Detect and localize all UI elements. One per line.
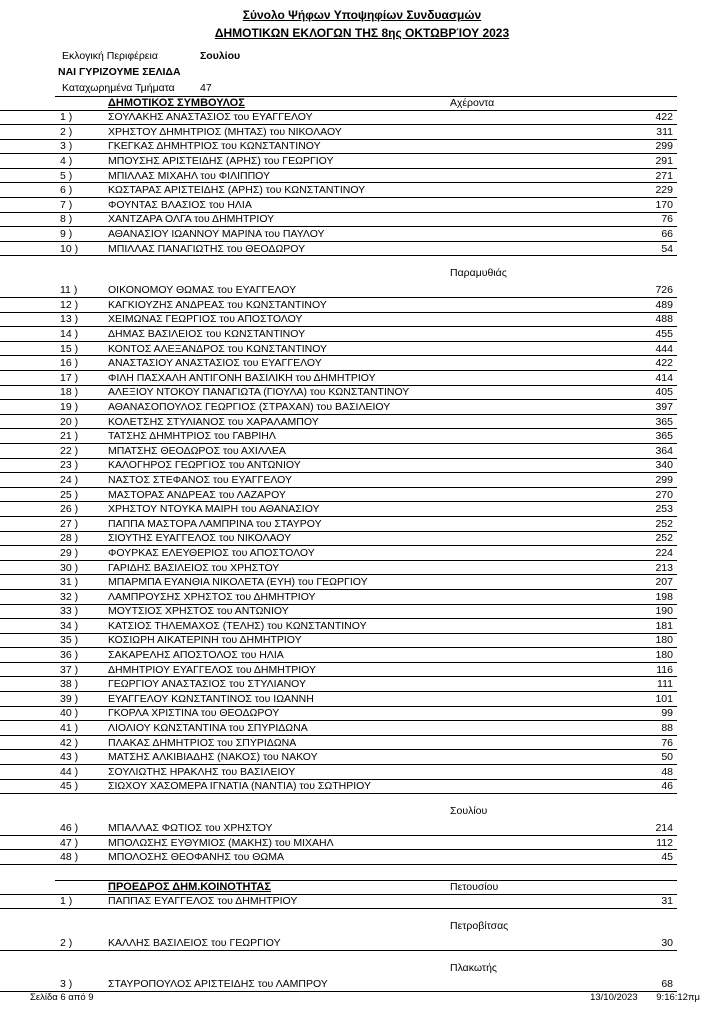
candidate-number: 38 ) bbox=[60, 678, 79, 691]
candidate-row bbox=[0, 242, 677, 257]
registered-sections-label: Καταχωρημένα Τμήματα bbox=[62, 82, 175, 94]
candidate-name: ΕΥΑΓΓΕΛΟΥ ΚΩΝΣΤΑΝΤΙΝΟΣ του ΙΩΑΝΝΗ bbox=[108, 692, 314, 705]
candidate-name: ΚΟΣΙΩΡΗ ΑΙΚΑΤΕΡΙΝΗ του ΔΗΜΗΤΡΙΟΥ bbox=[108, 634, 302, 647]
page-footer bbox=[0, 992, 724, 1003]
vote-count: 68 bbox=[661, 978, 673, 991]
candidate-name: ΑΝΑΣΤΑΣΙΟΥ ΑΝΑΣΤΑΣΙΟΣ του ΕΥΑΓΓΕΛΟΥ bbox=[108, 357, 322, 370]
vote-count: 48 bbox=[661, 765, 673, 778]
candidate-row bbox=[0, 750, 677, 765]
candidate-row bbox=[0, 721, 677, 736]
candidate-name: ΣΑΚΑΡΕΛΗΣ ΑΠΟΣΤΟΛΟΣ του ΗΛΙΑ bbox=[108, 649, 284, 662]
candidate-number: 22 ) bbox=[60, 444, 79, 457]
candidate-row bbox=[0, 283, 677, 298]
vote-count: 365 bbox=[655, 415, 673, 428]
vote-count: 207 bbox=[655, 576, 673, 589]
candidate-row bbox=[0, 517, 677, 532]
vote-count: 224 bbox=[655, 546, 673, 559]
candidate-number: 16 ) bbox=[60, 357, 79, 370]
candidate-number: 12 ) bbox=[60, 298, 79, 311]
candidate-name: ΑΘΑΝΑΣΙΟΥ ΙΩΑΝΝΟΥ ΜΑΡΙΝΑ του ΠΑΥΛΟΥ bbox=[108, 228, 325, 241]
candidate-row bbox=[0, 605, 677, 620]
candidate-row bbox=[0, 850, 677, 865]
vote-count: 76 bbox=[661, 213, 673, 226]
vote-count: 455 bbox=[655, 328, 673, 341]
candidate-row bbox=[0, 648, 677, 663]
candidate-number: 30 ) bbox=[60, 561, 79, 574]
vote-count: 180 bbox=[655, 649, 673, 662]
candidate-row bbox=[0, 154, 677, 169]
section-header-row bbox=[0, 96, 677, 111]
vote-count: 252 bbox=[655, 532, 673, 545]
vote-count: 271 bbox=[655, 169, 673, 182]
candidate-number: 29 ) bbox=[60, 546, 79, 559]
candidate-row bbox=[0, 936, 677, 951]
candidate-number: 26 ) bbox=[60, 503, 79, 516]
vote-count: 116 bbox=[656, 663, 673, 676]
vote-count: 444 bbox=[655, 342, 673, 355]
section-header-row bbox=[0, 880, 677, 895]
report-meta bbox=[0, 48, 724, 96]
candidate-name: ΚΟΝΤΟΣ ΑΛΕΞΑΝΔΡΟΣ του ΚΩΝΣΤΑΝΤΙΝΟΥ bbox=[108, 342, 328, 355]
vote-count: 88 bbox=[661, 722, 673, 735]
candidate-number: 39 ) bbox=[60, 692, 79, 705]
candidate-row bbox=[0, 502, 677, 517]
candidate-number: 28 ) bbox=[60, 532, 79, 545]
candidate-number: 36 ) bbox=[60, 649, 79, 662]
candidate-name: ΓΚΕΓΚΑΣ ΔΗΜΗΤΡΙΟΣ του ΚΩΝΣΤΑΝΤΙΝΟΥ bbox=[108, 140, 321, 153]
candidate-number: 47 ) bbox=[60, 836, 79, 849]
candidate-number: 11 ) bbox=[60, 284, 78, 297]
candidate-row bbox=[0, 313, 677, 328]
candidate-number: 17 ) bbox=[60, 371, 79, 384]
candidate-number: 6 ) bbox=[60, 184, 73, 197]
candidate-name: ΜΠΟΛΩΣΗΣ ΕΥΘΥΜΙΟΣ (ΜΑΚΗΣ) του ΜΙΧΑΗΛ bbox=[108, 836, 334, 849]
vote-count: 414 bbox=[655, 371, 673, 384]
candidate-number: 15 ) bbox=[60, 342, 79, 355]
candidate-row bbox=[0, 386, 677, 401]
candidate-number: 19 ) bbox=[60, 400, 79, 413]
candidate-number: 46 ) bbox=[60, 822, 79, 835]
vote-count: 170 bbox=[655, 198, 673, 211]
candidate-row bbox=[0, 619, 677, 634]
electoral-district-value: Σουλίου bbox=[200, 50, 241, 62]
vote-count: 291 bbox=[655, 155, 673, 168]
candidate-row bbox=[0, 213, 677, 228]
candidate-name: ΤΑΤΣΗΣ ΔΗΜΗΤΡΙΟΣ του ΓΑΒΡΙΗΛ bbox=[108, 430, 276, 443]
vote-count: 213 bbox=[655, 561, 673, 574]
candidate-name: ΟΙΚΟΝΟΜΟΥ ΘΩΜΑΣ του ΕΥΑΓΓΕΛΟΥ bbox=[108, 284, 297, 297]
document-subtitle: ΔΗΜΟΤΙΚΩΝ ΕΚΛΟΓΩΝ ΤΗΣ 8ης ΟΚΤΩΒΡΊΟΥ 2023 bbox=[214, 26, 510, 40]
candidate-name: ΔΗΜΑΣ ΒΑΣΙΛΕΙΟΣ του ΚΩΝΣΤΑΝΤΙΝΟΥ bbox=[108, 328, 306, 341]
candidate-number: 43 ) bbox=[60, 751, 79, 764]
vote-count: 397 bbox=[655, 400, 673, 413]
vote-count: 181 bbox=[655, 619, 673, 632]
candidate-number: 37 ) bbox=[60, 663, 79, 676]
candidate-row bbox=[0, 111, 677, 126]
registered-sections-row bbox=[0, 80, 724, 96]
candidate-number: 8 ) bbox=[60, 213, 73, 226]
candidate-number: 48 ) bbox=[60, 851, 79, 864]
candidate-row bbox=[0, 590, 677, 605]
vote-count: 214 bbox=[655, 822, 673, 835]
candidate-name: ΠΛΑΚΑΣ ΔΗΜΗΤΡΙΟΣ του ΣΠΥΡΙΔΩΝΑ bbox=[108, 736, 297, 749]
vote-count: 422 bbox=[655, 111, 673, 124]
candidate-row bbox=[0, 459, 677, 474]
candidate-name: ΛΙΟΛΙΟΥ ΚΩΝΣΤΑΝΤΙΝΑ του ΣΠΥΡΙΔΩΝΑ bbox=[108, 722, 308, 735]
registered-sections-value: 47 bbox=[200, 82, 212, 94]
party-name: ΝΑΙ ΓΥΡΙΖΟΥΜΕ ΣΕΛΙΔΑ bbox=[58, 66, 181, 78]
results-table bbox=[0, 96, 677, 992]
candidate-name: ΚΩΣΤΑΡΑΣ ΑΡΙΣΤΕΙΔΗΣ (ΑΡΗΣ) του ΚΩΝΣΤΑΝΤΙΝΟΥ bbox=[108, 184, 366, 197]
candidate-name: ΑΘΑΝΑΣΟΠΟΥΛΟΣ ΓΕΩΡΓΙΟΣ (ΣΤΡΑΧΑΝ) του ΒΑΣΙΛΕΙΟΥ bbox=[108, 400, 391, 413]
vote-count: 54 bbox=[661, 242, 673, 255]
candidate-name: ΠΑΠΠΑΣ ΕΥΑΓΓΕΛΟΣ του ΔΗΜΗΤΡΙΟΥ bbox=[108, 895, 298, 908]
candidate-name: ΚΑΛΛΗΣ ΒΑΣΙΛΕΙΟΣ του ΓΕΩΡΓΙΟΥ bbox=[108, 936, 281, 949]
candidate-number: 10 ) bbox=[60, 242, 79, 255]
candidate-row bbox=[0, 140, 677, 155]
candidate-name: ΜΠΙΛΛΑΣ ΠΑΝΑΓΙΩΤΗΣ του ΘΕΟΔΩΡΟΥ bbox=[108, 242, 306, 255]
candidate-name: ΣΙΟΥΤΗΣ ΕΥΑΓΓΕΛΟΣ του ΝΙΚΟΛΑΟΥ bbox=[108, 532, 292, 545]
candidate-number: 1 ) bbox=[60, 895, 73, 908]
candidate-number: 23 ) bbox=[60, 459, 79, 472]
candidate-number: 44 ) bbox=[60, 765, 79, 778]
office-title: ΔΗΜΟΤΙΚΟΣ ΣΥΜΒΟΥΛΟΣ bbox=[108, 96, 245, 109]
candidate-name: ΛΑΜΠΡΟΥΣΗΣ ΧΡΗΣΤΟΣ του ΔΗΜΗΤΡΙΟΥ bbox=[108, 590, 316, 603]
candidate-name: ΜΠΟΛΟΣΗΣ ΘΕΟΦΑΝΗΣ του ΘΩΜΑ bbox=[108, 851, 285, 864]
candidate-name: ΓΑΡΙΔΗΣ ΒΑΣΙΛΕΙΟΣ του ΧΡΗΣΤΟΥ bbox=[108, 561, 280, 574]
document-title: Σύνολο Ψήφων Υποψηφίων Συνδυασμών bbox=[242, 8, 482, 22]
candidate-number: 33 ) bbox=[60, 605, 79, 618]
candidate-number: 31 ) bbox=[60, 576, 79, 589]
candidate-row bbox=[0, 400, 677, 415]
candidate-number: 27 ) bbox=[60, 517, 79, 530]
candidate-row bbox=[0, 169, 677, 184]
candidate-name: ΣΙΩΧΟΥ ΧΑΣΟΜΕΡΑ ΙΓΝΑΤΙΑ (ΝΑΝΤΙΑ) του ΣΩΤΗΡΙΟΥ bbox=[108, 780, 371, 793]
section-gap bbox=[0, 865, 677, 880]
candidate-name: ΠΑΠΠΑ ΜΑΣΤΟΡΑ ΛΑΜΠΡΙΝΑ του ΣΤΑΥΡΟΥ bbox=[108, 517, 322, 530]
candidate-number: 18 ) bbox=[60, 386, 79, 399]
vote-count: 252 bbox=[655, 517, 673, 530]
candidate-row bbox=[0, 736, 677, 751]
vote-count: 311 bbox=[656, 125, 673, 138]
candidate-name: ΦΟΥΡΚΑΣ ΕΛΕΥΘΕΡΙΟΣ του ΑΠΟΣΤΟΛΟΥ bbox=[108, 546, 315, 559]
candidate-number: 2 ) bbox=[60, 125, 73, 138]
vote-count: 365 bbox=[655, 430, 673, 443]
candidate-number: 35 ) bbox=[60, 634, 79, 647]
candidate-name: ΔΗΜΗΤΡΙΟΥ ΕΥΑΓΓΕΛΟΣ του ΔΗΜΗΤΡΙΟΥ bbox=[108, 663, 317, 676]
candidate-name: ΧΡΗΣΤΟΥ ΝΤΟΥΚΑ ΜΑΙΡΗ του ΑΘΑΝΑΣΙΟΥ bbox=[108, 503, 320, 516]
page-indicator: Σελίδα 6 από 9 bbox=[30, 992, 94, 1003]
vote-count: 340 bbox=[655, 459, 673, 472]
candidate-number: 42 ) bbox=[60, 736, 79, 749]
candidate-row bbox=[0, 663, 677, 678]
vote-count: 364 bbox=[655, 444, 673, 457]
candidate-number: 24 ) bbox=[60, 473, 79, 486]
candidate-number: 21 ) bbox=[60, 430, 79, 443]
candidate-name: ΦΟΥΝΤΑΣ ΒΛΑΣΙΟΣ του ΗΛΙΑ bbox=[108, 198, 252, 211]
candidate-row bbox=[0, 765, 677, 780]
candidate-name: ΜΠΑΡΜΠΑ ΕΥΑΝΘΙΑ ΝΙΚΟΛΕΤΑ (ΕΥΗ) του ΓΕΩΡΓΙΟΥ bbox=[108, 576, 368, 589]
vote-count: 299 bbox=[655, 473, 673, 486]
candidate-row bbox=[0, 183, 677, 198]
candidate-name: ΜΠΟΥΣΗΣ ΑΡΙΣΤΕΙΔΗΣ (ΑΡΗΣ) του ΓΕΩΡΓΙΟΥ bbox=[108, 155, 334, 168]
candidate-name: ΜΠΙΛΛΑΣ ΜΙΧΑΗΛ του ΦΙΛΙΠΠΟΥ bbox=[108, 169, 271, 182]
candidate-number: 25 ) bbox=[60, 488, 79, 501]
footer-datetime bbox=[590, 992, 700, 1003]
candidate-number: 13 ) bbox=[60, 313, 79, 326]
candidate-row bbox=[0, 780, 677, 795]
candidate-row bbox=[0, 836, 677, 851]
vote-count: 101 bbox=[655, 692, 673, 705]
region-label: Πετουσίου bbox=[450, 880, 499, 893]
candidate-name: ΜΟΥΤΣΙΟΣ ΧΡΗΣΤΟΣ του ΑΝΤΩΝΙΟΥ bbox=[108, 605, 289, 618]
vote-count: 299 bbox=[655, 140, 673, 153]
candidate-row bbox=[0, 198, 677, 213]
candidate-name: ΚΑΤΣΙΟΣ ΤΗΛΕΜΑΧΟΣ (ΤΕΛΗΣ) του ΚΩΝΣΤΑΝΤΙΝΟΥ bbox=[108, 619, 367, 632]
candidate-number: 34 ) bbox=[60, 619, 79, 632]
candidate-row bbox=[0, 895, 677, 910]
region-label-row bbox=[0, 256, 677, 283]
document-header bbox=[0, 0, 724, 40]
candidate-row bbox=[0, 707, 677, 722]
candidate-number: 5 ) bbox=[60, 169, 73, 182]
vote-count: 112 bbox=[656, 836, 673, 849]
candidate-row bbox=[0, 692, 677, 707]
region-label: Αχέροντα bbox=[450, 96, 495, 109]
print-date: 13/10/2023 bbox=[590, 992, 638, 1003]
candidate-row bbox=[0, 561, 677, 576]
vote-count: 99 bbox=[661, 707, 673, 720]
candidate-name: ΚΑΛΟΓΗΡΟΣ ΓΕΩΡΓΙΟΣ του ΑΝΤΩΝΙΟΥ bbox=[108, 459, 301, 472]
vote-count: 76 bbox=[661, 736, 673, 749]
print-time: 9:16:12πμ bbox=[656, 992, 700, 1003]
candidate-number: 32 ) bbox=[60, 590, 79, 603]
candidate-name: ΑΛΕΞΙΟΥ ΝΤΟΚΟΥ ΠΑΝΑΓΙΩΤΑ (ΓΙΟΥΛΑ) του ΚΩΝΣΤΑΝΤΙΝΟΥ bbox=[108, 386, 410, 399]
candidate-name: ΜΑΤΣΗΣ ΑΛΚΙΒΙΑΔΗΣ (ΝΑΚΟΣ) του ΝΑΚΟΥ bbox=[108, 751, 318, 764]
candidate-number: 14 ) bbox=[60, 328, 79, 341]
candidate-name: ΧΕΙΜΩΝΑΣ ΓΕΩΡΓΙΟΣ του ΑΠΟΣΤΟΛΟΥ bbox=[108, 313, 303, 326]
candidate-name: ΝΑΣΤΟΣ ΣΤΕΦΑΝΟΣ του ΕΥΑΓΓΕΛΟΥ bbox=[108, 473, 292, 486]
region-label: Σουλίου bbox=[450, 805, 488, 818]
candidate-name: ΓΕΩΡΓΙΟΥ ΑΝΑΣΤΑΣΙΟΣ του ΣΤΥΛΙΑΝΟΥ bbox=[108, 678, 306, 691]
candidate-row bbox=[0, 429, 677, 444]
candidate-row bbox=[0, 298, 677, 313]
candidate-number: 20 ) bbox=[60, 415, 79, 428]
electoral-district-label: Εκλογική Περιφέρεια bbox=[62, 50, 158, 62]
candidate-row bbox=[0, 488, 677, 503]
vote-count: 46 bbox=[661, 780, 673, 793]
vote-count: 489 bbox=[655, 298, 673, 311]
candidate-name: ΧΡΗΣΤΟΥ ΔΗΜΗΤΡΙΟΣ (ΜΗΤΑΣ) του ΝΙΚΟΛΑΟΥ bbox=[108, 125, 342, 138]
candidate-name: ΚΑΓΚΙΟΥΖΗΣ ΑΝΔΡΕΑΣ του ΚΩΝΣΤΑΝΤΙΝΟΥ bbox=[108, 298, 327, 311]
vote-count: 30 bbox=[661, 936, 673, 949]
region-label-row bbox=[0, 951, 677, 978]
candidate-row bbox=[0, 227, 677, 242]
candidate-number: 41 ) bbox=[60, 722, 79, 735]
region-label-row bbox=[0, 794, 677, 821]
candidate-row bbox=[0, 473, 677, 488]
candidate-row bbox=[0, 342, 677, 357]
candidate-row bbox=[0, 634, 677, 649]
vote-count: 405 bbox=[655, 386, 673, 399]
candidate-row bbox=[0, 978, 677, 993]
candidate-number: 2 ) bbox=[60, 936, 73, 949]
region-label: Παραμυθιάς bbox=[450, 267, 507, 280]
candidate-name: ΣΟΥΛΑΚΗΣ ΑΝΑΣΤΑΣΙΟΣ του ΕΥΑΓΓΕΛΟΥ bbox=[108, 111, 313, 124]
region-label: Πλακωτής bbox=[450, 961, 497, 974]
vote-count: 422 bbox=[655, 357, 673, 370]
office-title: ΠΡΟΕΔΡΟΣ ΔΗΜ.ΚΟΙΝΟΤΗΤΑΣ bbox=[108, 880, 271, 893]
candidate-name: ΜΠΑΛΛΑΣ ΦΩΤΙΟΣ του ΧΡΗΣΤΟΥ bbox=[108, 822, 273, 835]
candidate-row bbox=[0, 575, 677, 590]
candidate-name: ΜΑΣΤΟΡΑΣ ΑΝΔΡΕΑΣ του ΛΑΖΑΡΟΥ bbox=[108, 488, 286, 501]
vote-count: 66 bbox=[661, 228, 673, 241]
vote-count: 50 bbox=[661, 751, 673, 764]
region-label: Πετροβίτσας bbox=[450, 920, 509, 933]
candidate-row bbox=[0, 677, 677, 692]
candidate-row bbox=[0, 415, 677, 430]
vote-count: 45 bbox=[661, 851, 673, 864]
vote-count: 488 bbox=[655, 313, 673, 326]
vote-count: 180 bbox=[655, 634, 673, 647]
candidate-row bbox=[0, 532, 677, 547]
candidate-name: ΓΚΟΡΛΑ ΧΡΙΣΤΙΝΑ του ΘΕΟΔΩΡΟΥ bbox=[108, 707, 280, 720]
candidate-number: 45 ) bbox=[60, 780, 79, 793]
vote-count: 31 bbox=[661, 895, 673, 908]
candidate-number: 7 ) bbox=[60, 198, 73, 211]
candidate-row bbox=[0, 327, 677, 342]
candidate-name: ΜΠΑΤΣΗΣ ΘΕΟΔΩΡΟΣ του ΑΧΙΛΛΕΑ bbox=[108, 444, 286, 457]
candidate-number: 40 ) bbox=[60, 707, 79, 720]
candidate-name: ΣΟΥΛΙΩΤΗΣ ΗΡΑΚΛΗΣ του ΒΑΣΙΛΕΙΟΥ bbox=[108, 765, 296, 778]
candidate-row bbox=[0, 356, 677, 371]
candidate-number: 3 ) bbox=[60, 140, 73, 153]
candidate-name: ΦΙΛΗ ΠΑΣΧΑΛΗ ΑΝΤΙΓΟΝΗ ΒΑΣΙΛΙΚΗ του ΔΗΜΗΤΡΙΟΥ bbox=[108, 371, 376, 384]
candidate-name: ΚΟΛΕΤΣΗΣ ΣΤΥΛΙΑΝΟΣ του ΧΑΡΑΛΑΜΠΟΥ bbox=[108, 415, 319, 428]
vote-count: 190 bbox=[655, 605, 673, 618]
region-label-row bbox=[0, 909, 677, 936]
vote-count: 270 bbox=[655, 488, 673, 501]
vote-count: 726 bbox=[655, 284, 673, 297]
electoral-district-row bbox=[0, 48, 724, 64]
candidate-number: 3 ) bbox=[60, 978, 73, 991]
candidate-name: ΣΤΑΥΡΟΠΟΥΛΟΣ ΑΡΙΣΤΕΙΔΗΣ του ΛΑΜΠΡΟΥ bbox=[108, 978, 328, 991]
candidate-number: 1 ) bbox=[60, 111, 73, 124]
candidate-row bbox=[0, 546, 677, 561]
candidate-name: ΧΑΝΤΖΑΡΑ ΟΛΓΑ του ΔΗΜΗΤΡΙΟΥ bbox=[108, 213, 275, 226]
candidate-number: 4 ) bbox=[60, 155, 73, 168]
vote-count: 198 bbox=[655, 590, 673, 603]
vote-count: 111 bbox=[657, 678, 673, 691]
vote-count: 229 bbox=[655, 184, 673, 197]
candidate-row bbox=[0, 821, 677, 836]
candidate-row bbox=[0, 444, 677, 459]
vote-count: 253 bbox=[655, 503, 673, 516]
party-name-row bbox=[0, 64, 724, 80]
candidate-row bbox=[0, 125, 677, 140]
candidate-row bbox=[0, 371, 677, 386]
candidate-number: 9 ) bbox=[60, 228, 73, 241]
